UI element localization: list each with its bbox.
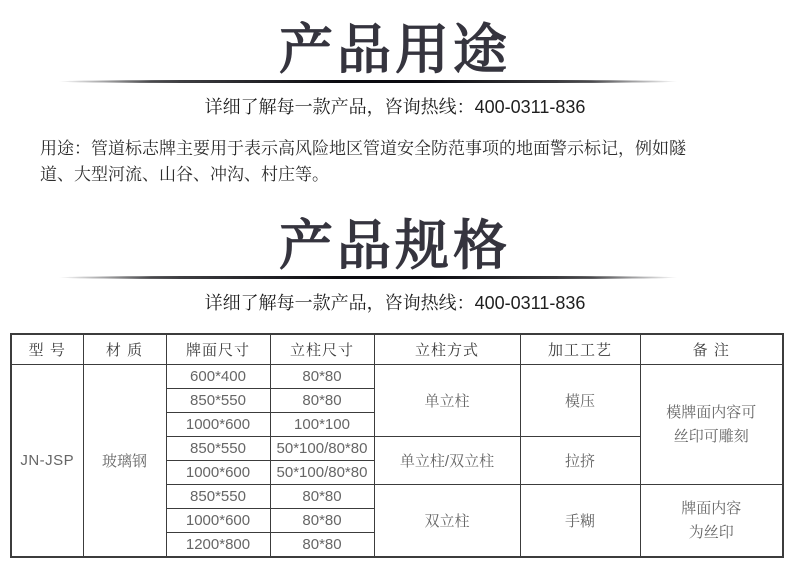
cell-face-size: 1000*600 xyxy=(166,509,270,533)
col-header-note: 备 注 xyxy=(640,334,783,365)
cell-face-size: 850*550 xyxy=(166,389,270,413)
usage-hotline-text: 详细了解每一款产品，咨询热线：400-0311-836 xyxy=(204,97,586,117)
cell-material: 玻璃钢 xyxy=(83,365,166,558)
usage-description: 用途：管道标志牌主要用于表示高风险地区管道安全防范事项的地面警示标记，例如隧道、大型河流、山谷、冲沟、村庄等。 xyxy=(40,139,686,184)
spec-section xyxy=(0,188,790,558)
cell-face-size: 600*400 xyxy=(166,365,270,389)
usage-section xyxy=(0,0,790,188)
header-row xyxy=(11,334,783,365)
title-divider xyxy=(58,80,678,83)
cell-face-size: 1200*800 xyxy=(166,533,270,558)
note-line: 丝印可雕刻 xyxy=(673,427,749,445)
col-header-process: 加工工艺 xyxy=(520,334,640,365)
note-line: 模牌面内容可 xyxy=(666,403,757,421)
cell-face-size: 850*550 xyxy=(166,437,270,461)
cell-post-size: 50*100/80*80 xyxy=(270,437,374,461)
note-line: 牌面内容 xyxy=(681,499,742,517)
note-line: 为丝印 xyxy=(688,523,734,541)
cell-note xyxy=(640,365,783,485)
spec-table xyxy=(10,333,784,558)
cell-note xyxy=(640,485,783,558)
cell-post-size: 80*80 xyxy=(270,533,374,558)
col-header-post-size: 立柱尺寸 xyxy=(270,334,374,365)
cell-process: 拉挤 xyxy=(520,437,640,485)
table-row xyxy=(11,365,783,389)
cell-process: 模压 xyxy=(520,365,640,437)
cell-model: JN-JSP xyxy=(11,365,83,558)
spec-hotline-text: 详细了解每一款产品，咨询热线：400-0311-836 xyxy=(204,293,586,313)
usage-section-title: 产品用途 xyxy=(279,20,511,80)
cell-face-size: 1000*600 xyxy=(166,461,270,485)
spec-table-body xyxy=(11,365,783,558)
spec-section-title: 产品规格 xyxy=(279,216,511,276)
cell-face-size: 1000*600 xyxy=(166,413,270,437)
cell-post-size: 80*80 xyxy=(270,365,374,389)
cell-post-size: 80*80 xyxy=(270,509,374,533)
cell-post-mode: 单立柱/双立柱 xyxy=(374,437,520,485)
title-divider xyxy=(58,276,678,279)
cell-post-size: 100*100 xyxy=(270,413,374,437)
col-header-face-size: 牌面尺寸 xyxy=(166,334,270,365)
col-header-model: 型 号 xyxy=(11,334,83,365)
col-header-material: 材 质 xyxy=(83,334,166,365)
cell-face-size: 850*550 xyxy=(166,485,270,509)
cell-post-size: 80*80 xyxy=(270,389,374,413)
cell-post-mode: 双立柱 xyxy=(374,485,520,558)
cell-process: 手糊 xyxy=(520,485,640,558)
spec-table-header xyxy=(11,334,783,365)
col-header-post-mode: 立柱方式 xyxy=(374,334,520,365)
cell-post-size: 50*100/80*80 xyxy=(270,461,374,485)
cell-post-size: 80*80 xyxy=(270,485,374,509)
cell-post-mode: 单立柱 xyxy=(374,365,520,437)
